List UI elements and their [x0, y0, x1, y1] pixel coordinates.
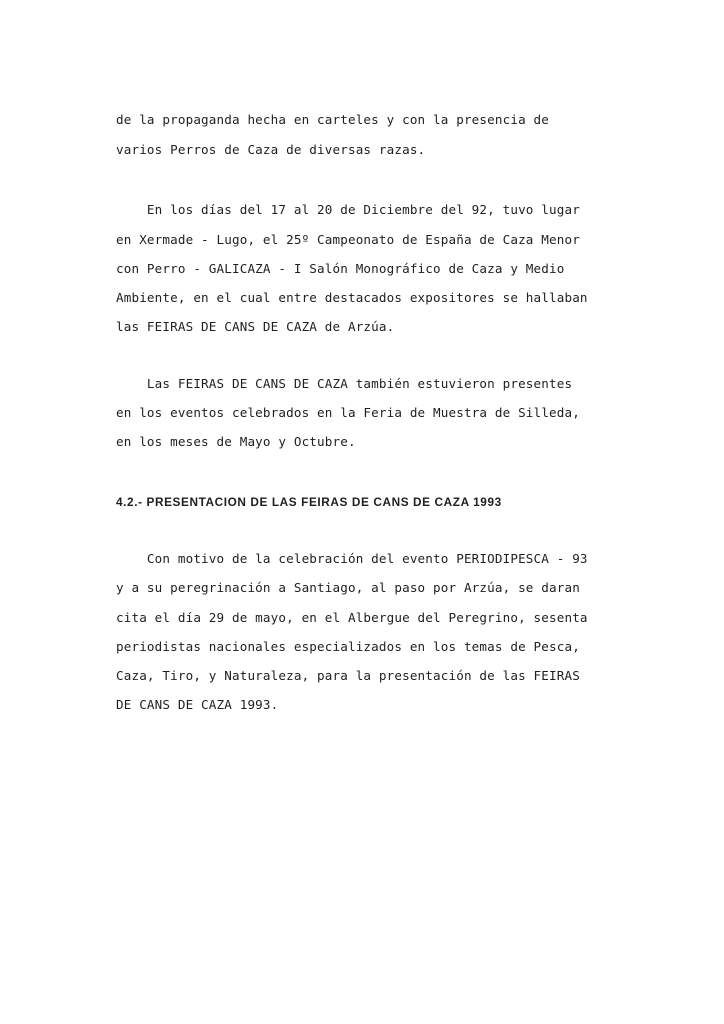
- text-line: Con motivo de la celebración del evento PERIODIPESCA - 93: [116, 551, 588, 566]
- text-line: En los días del 17 al 20 de Diciembre del 92, tuvo lugar: [116, 202, 580, 217]
- text-line: DE CANS DE CAZA 1993.: [116, 697, 279, 712]
- text-line: y a su peregrinación a Santiago, al paso por Arzúa, se daran: [116, 580, 580, 595]
- text-line: con Perro - GALICAZA - I Salón Monográfico de Caza y Medio: [116, 261, 565, 276]
- text-line: Ambiente, en el cual entre destacados expositores se hallaban: [116, 290, 588, 305]
- text-line: varios Perros de Caza de diversas razas.: [116, 142, 426, 157]
- section-heading: 4.2.- PRESENTACION DE LAS FEIRAS DE CANS DE CAZA 1993: [116, 495, 502, 509]
- text-line: en los eventos celebrados en la Feria de Muestra de Silleda,: [116, 405, 580, 420]
- text-line: Las FEIRAS DE CANS DE CAZA también estuvieron presentes: [116, 376, 573, 391]
- text-line: de la propaganda hecha en carteles y con la presencia de: [116, 112, 549, 127]
- text-line: en los meses de Mayo y Octubre.: [116, 434, 356, 449]
- text-line: las FEIRAS DE CANS DE CAZA de Arzúa.: [116, 319, 395, 334]
- text-line: periodistas nacionales especializados en los temas de Pesca,: [116, 639, 580, 654]
- text-line: en Xermade - Lugo, el 25º Campeonato de España de Caza Menor: [116, 232, 580, 247]
- text-line: cita el día 29 de mayo, en el Albergue del Peregrino, sesenta: [116, 610, 588, 625]
- text-line: Caza, Tiro, y Naturaleza, para la presentación de las FEIRAS: [116, 668, 580, 683]
